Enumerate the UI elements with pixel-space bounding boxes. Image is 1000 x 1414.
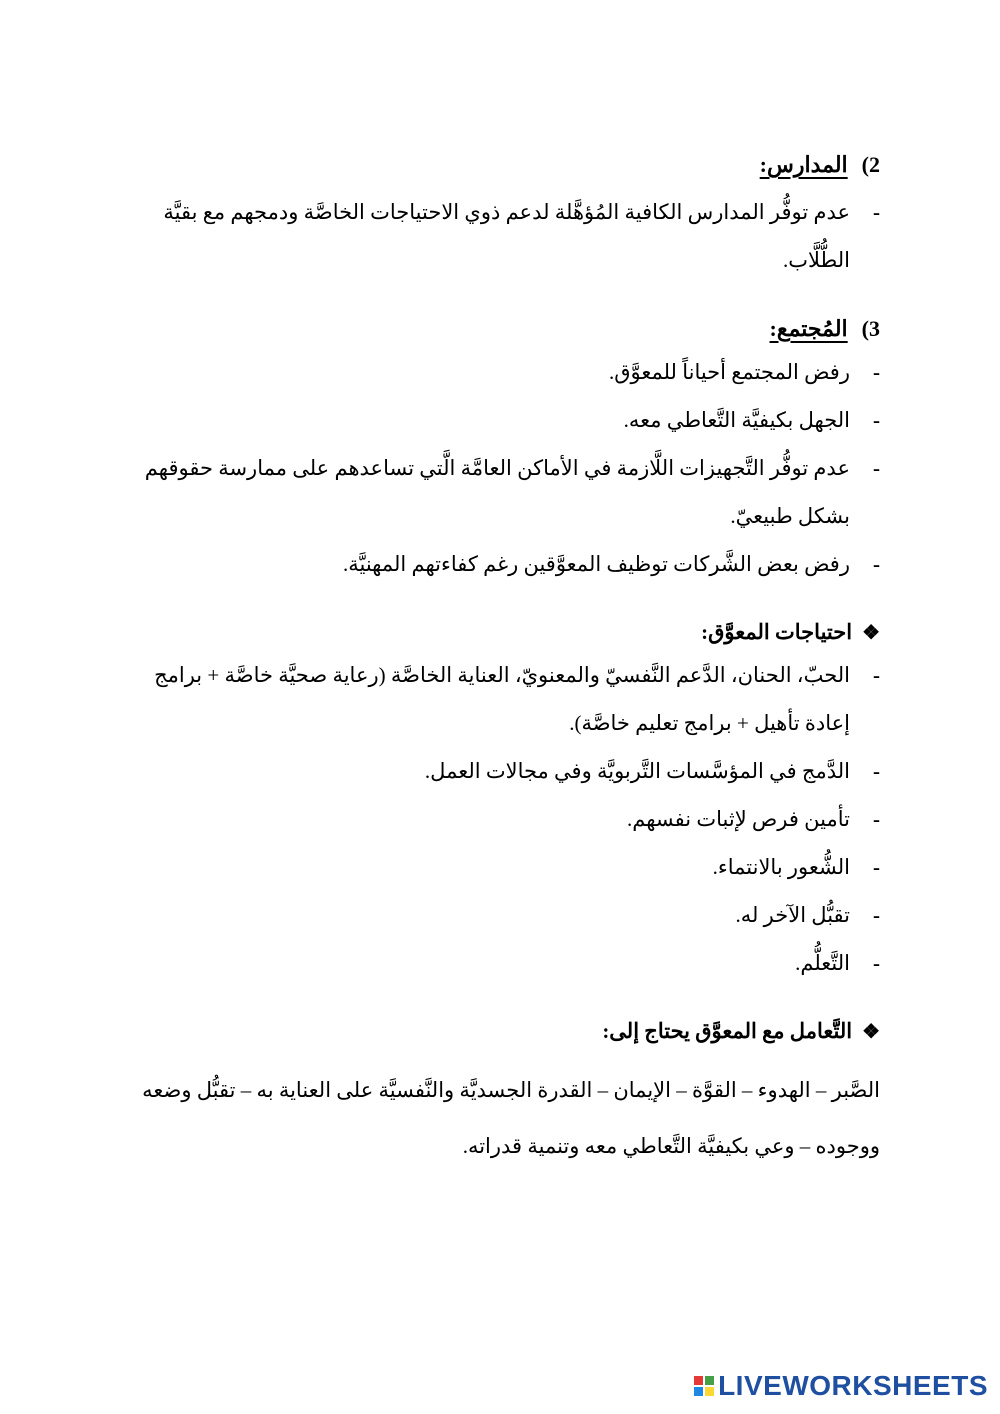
section-title: احتياجات المعوَّق: (701, 620, 853, 644)
section-heading (120, 316, 880, 342)
list-item (120, 188, 880, 284)
section-society (120, 316, 880, 588)
bullet-dash: - (873, 408, 880, 432)
list-item (120, 540, 880, 588)
section-schools (120, 152, 880, 284)
liveworksheets-logo-icon (694, 1376, 714, 1396)
list-item-text: التَّعلُّم. (795, 951, 850, 975)
list-item (120, 795, 880, 843)
diamond-bullet-icon: ❖ (862, 1021, 880, 1043)
list-item-text: عدم توفُّر التَّجهيزات اللَّازمة في الأماكن العامَّة الَّتي تساعدهم على ممارسة حقوقهم بشكل طبيعيّ. (144, 456, 850, 528)
section-title: التَّعامل مع المعوَّق يحتاج إلى: (602, 1019, 853, 1043)
logo-block (705, 1376, 714, 1385)
bullet-list (120, 348, 880, 588)
logo-block (694, 1387, 703, 1396)
list-item (120, 651, 880, 747)
bullet-dash: - (873, 200, 880, 224)
list-item (120, 444, 880, 540)
paragraph-text: الصَّبر – الهدوء – القوَّة – الإيمان – القدرة الجسديَّة والنَّفسيَّة على العناية به – تقبُّل وضعه ووجوده – وعي بكيفيَّة التَّعاطي معه وتنمية قدراته. (142, 1078, 880, 1158)
liveworksheets-logo (694, 1370, 988, 1402)
list-item (120, 843, 880, 891)
bullet-dash: - (873, 456, 880, 480)
logo-block (694, 1376, 703, 1385)
logo-text: LIVEWORKSHEETS (718, 1370, 988, 1401)
section-dealing (120, 1019, 880, 1174)
list-item-text: تأمين فرص لإثبات نفسهم. (626, 807, 850, 831)
bullet-dash: - (873, 951, 880, 975)
bullet-dash: - (873, 807, 880, 831)
list-item (120, 348, 880, 396)
bullet-dash: - (873, 552, 880, 576)
list-item-text: رفض المجتمع أحياناً للمعوَّق. (608, 360, 850, 384)
document-body (120, 152, 880, 1206)
section-number: 2) (861, 152, 880, 177)
list-item-text: الشُّعور بالانتماء. (712, 855, 850, 879)
bullet-list (120, 188, 880, 284)
section-title: المدارس: (759, 152, 848, 177)
list-item (120, 891, 880, 939)
bullet-dash: - (873, 663, 880, 687)
bullet-dash: - (873, 855, 880, 879)
section-number: 3) (861, 316, 880, 341)
list-item-text: تقبُّل الآخر له. (735, 903, 850, 927)
bullet-dash: - (873, 360, 880, 384)
diamond-bullet-icon: ❖ (862, 622, 880, 644)
list-item (120, 939, 880, 987)
list-item (120, 747, 880, 795)
logo-block (705, 1387, 714, 1396)
list-item-text: رفض بعض الشَّركات توظيف المعوَّقين رغم كفاءتهم المهنيَّة. (342, 552, 850, 576)
section-title: المُجتمع: (769, 316, 848, 341)
list-item-text: الدَّمج في المؤسَّسات التَّربويَّة وفي مجالات العمل. (424, 759, 850, 783)
list-item-text: الحبّ، الحنان، الدَّعم النَّفسيّ والمعنويّ، العناية الخاصَّة (رعاية صحيَّة خاصَّة + برامج إعادة تأهيل + برامج تعليم خاصَّة). (154, 663, 850, 735)
section-heading (120, 1019, 880, 1044)
bullet-dash: - (873, 759, 880, 783)
list-item (120, 396, 880, 444)
bullet-list (120, 651, 880, 987)
section-needs (120, 620, 880, 987)
list-item-text: عدم توفُّر المدارس الكافية المُؤهَّلة لدعم ذوي الاحتياجات الخاصَّة ودمجهم مع بقيَّة الطُّلَّاب. (163, 200, 850, 272)
list-item-text: الجهل بكيفيَّة التَّعاطي معه. (623, 408, 850, 432)
section-heading (120, 152, 880, 178)
bullet-dash: - (873, 903, 880, 927)
section-heading (120, 620, 880, 645)
